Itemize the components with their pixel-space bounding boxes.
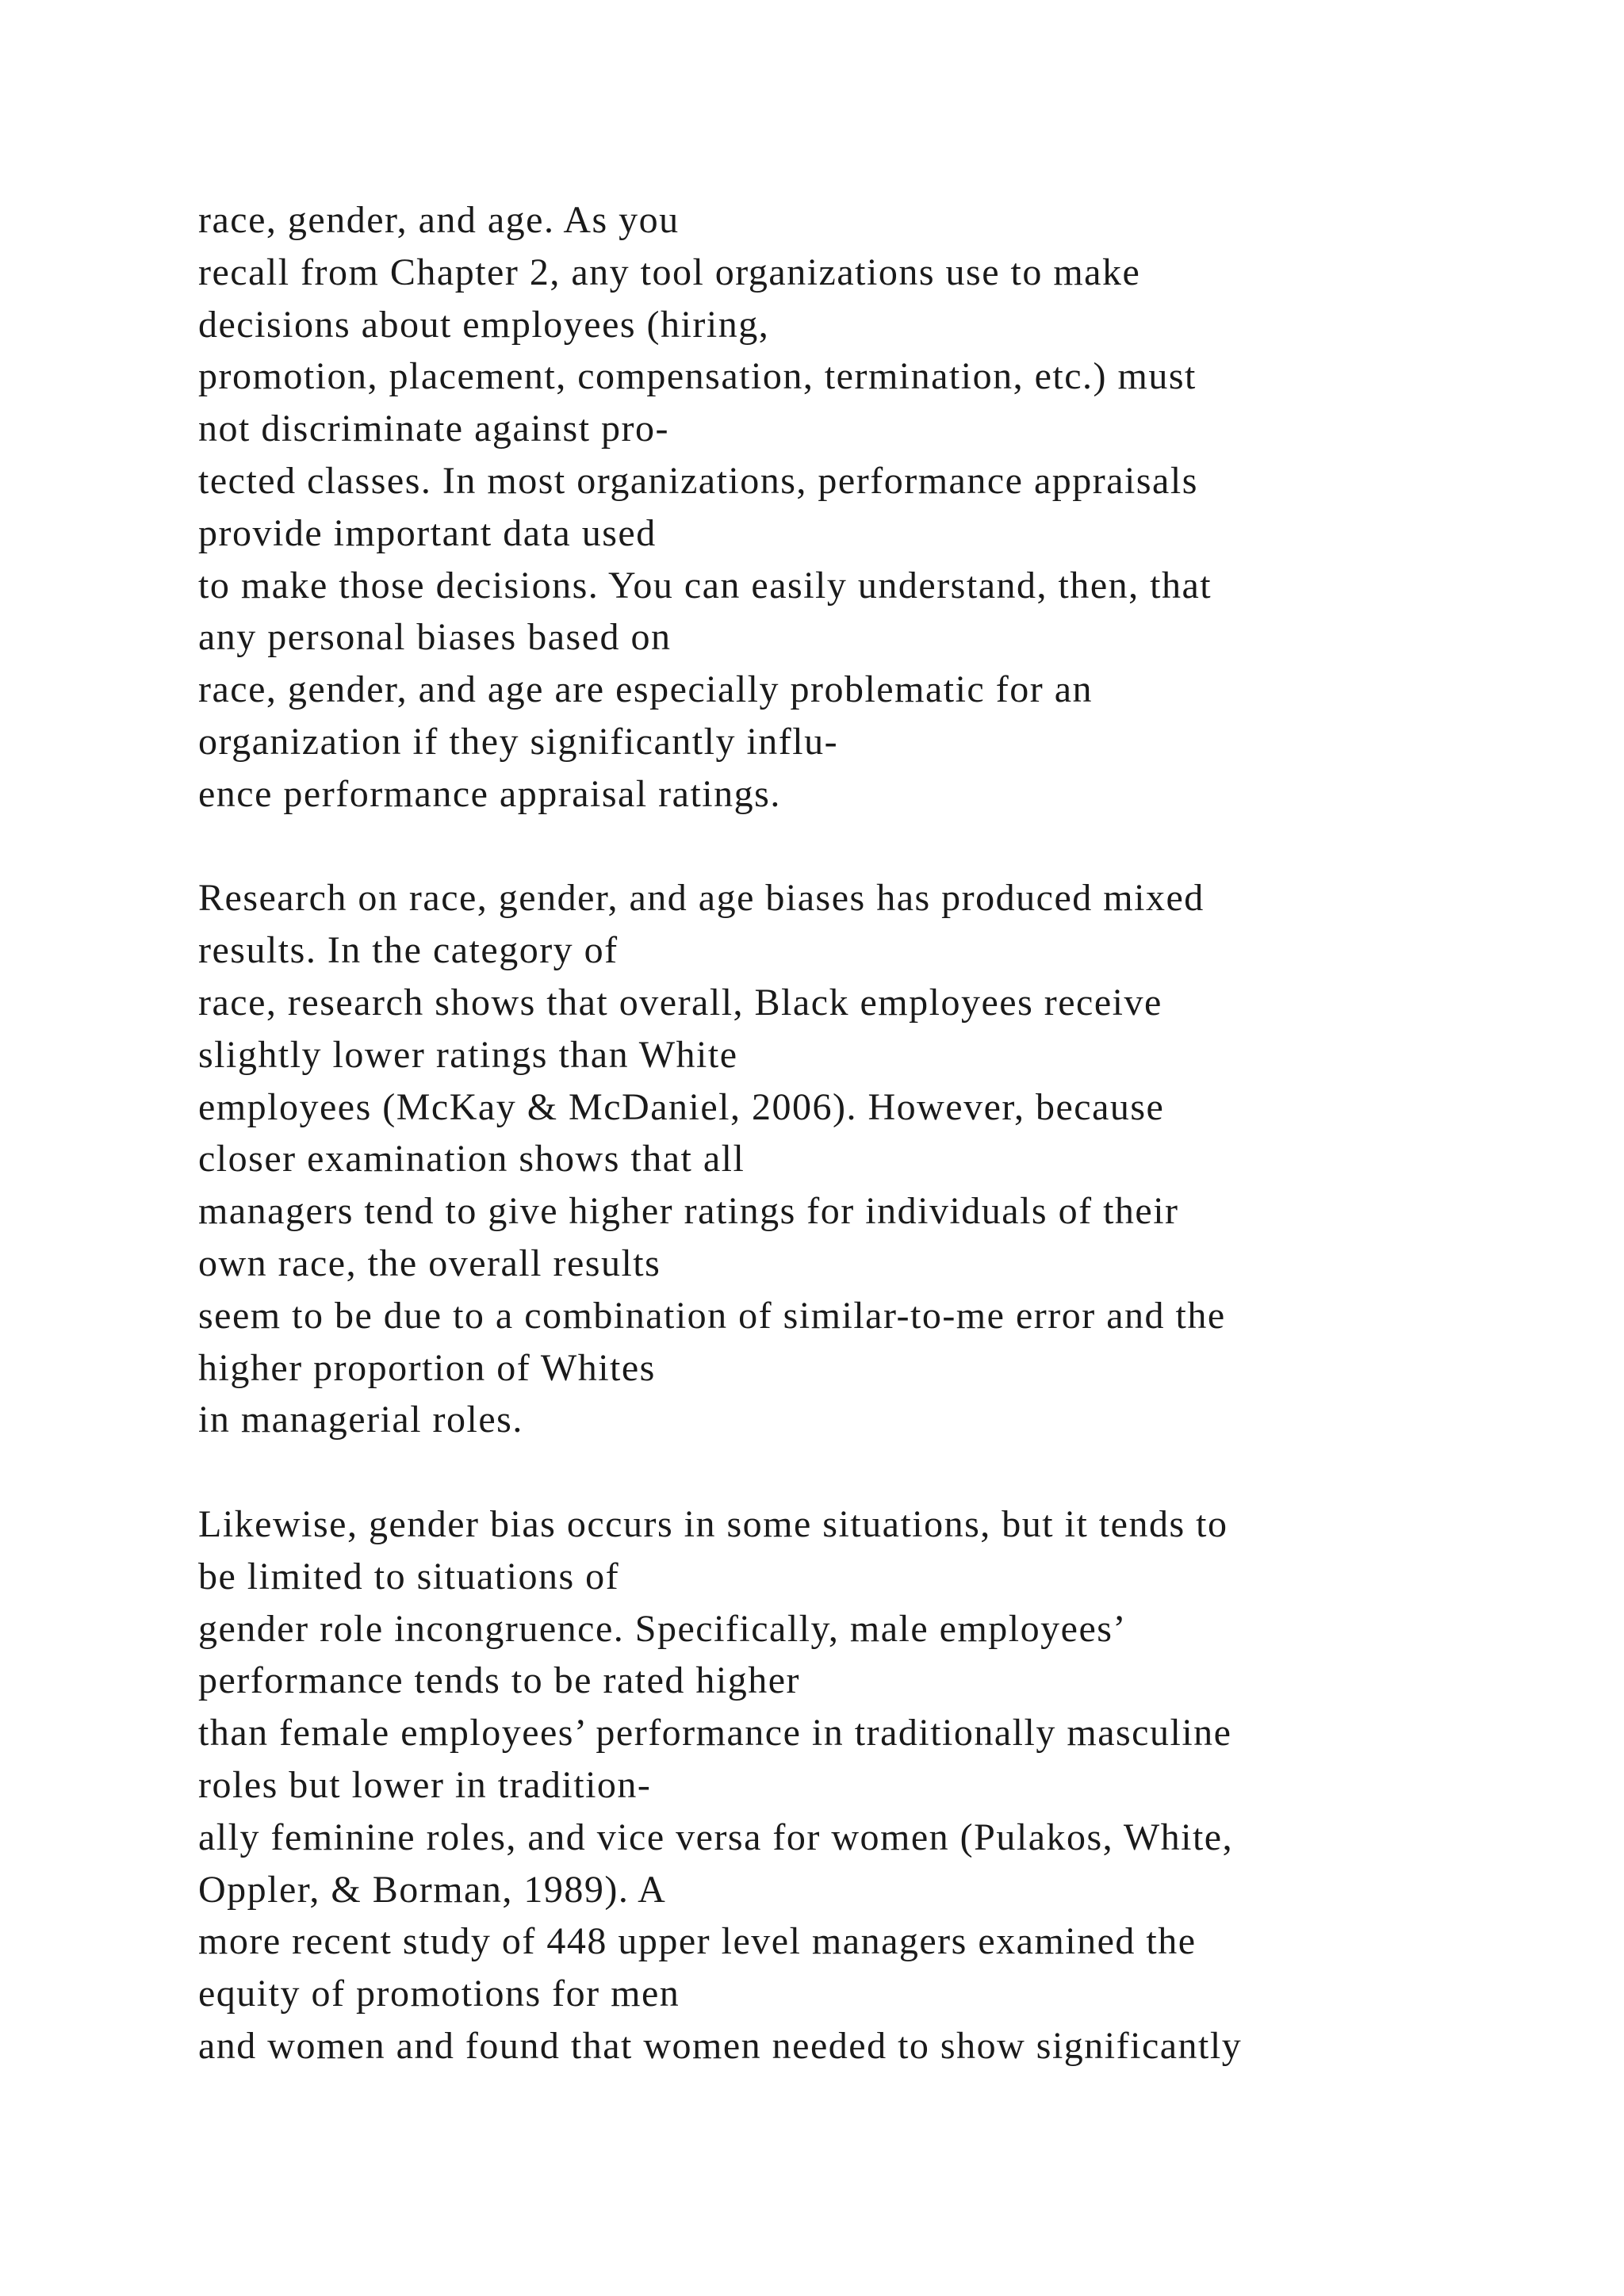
paragraph-3 [198, 1498, 1562, 2072]
text-line: Research on race, gender, and age biases has produced mixed [198, 877, 1205, 920]
text-line: employees (McKay & McDaniel, 2006). However, because [198, 1085, 1165, 1128]
paragraph-spacer [198, 1446, 1562, 1498]
text-line: be limited to situations of [198, 1555, 620, 1598]
text-line: managers tend to give higher ratings for individuals of their [198, 1190, 1179, 1233]
text-line: seem to be due to a combination of similar-to-me error and the [198, 1294, 1226, 1337]
text-line: in managerial roles. [198, 1399, 523, 1441]
text-line: results. In the category of [198, 929, 619, 972]
text-line: gender role incongruence. Specifically, male employees’ [198, 1607, 1127, 1650]
text-line: promotion, placement, compensation, termination, etc.) must [198, 355, 1197, 398]
text-line: equity of promotions for men [198, 1973, 680, 2015]
text-line: than female employees’ performance in traditionally masculine [198, 1712, 1232, 1755]
text-line: and women and found that women needed to show significantly [198, 2024, 1243, 2067]
text-line: race, gender, and age. As you [198, 199, 680, 241]
text-line: higher proportion of Whites [198, 1346, 656, 1389]
body-text [198, 194, 1562, 2072]
paragraph-spacer [198, 821, 1562, 873]
text-line: organization if they significantly influ- [198, 720, 839, 763]
text-line: decisions about employees (hiring, [198, 303, 770, 346]
text-line: recall from Chapter 2, any tool organizations use to make [198, 251, 1141, 293]
text-line: tected classes. In most organizations, performance appraisals [198, 459, 1198, 502]
text-line: own race, the overall results [198, 1242, 661, 1284]
text-line: provide important data used [198, 511, 657, 554]
paragraph-1 [198, 194, 1562, 821]
text-line: Likewise, gender bias occurs in some situations, but it tends to [198, 1502, 1228, 1545]
text-line: ally feminine roles, and vice versa for women (Pulakos, White, [198, 1816, 1234, 1858]
text-line: to make those decisions. You can easily understand, then, that [198, 564, 1212, 607]
text-line: Oppler, & Borman, 1989). A [198, 1868, 667, 1911]
text-line: any personal biases based on [198, 616, 672, 659]
text-line: ence performance appraisal ratings. [198, 772, 781, 815]
text-line: not discriminate against pro- [198, 408, 670, 450]
text-line: slightly lower ratings than White [198, 1033, 738, 1076]
text-line: race, research shows that overall, Black employees receive [198, 981, 1162, 1024]
text-line: performance tends to be rated higher [198, 1659, 801, 1702]
text-line: more recent study of 448 upper level managers examined the [198, 1920, 1197, 1963]
text-line: closer examination shows that all [198, 1138, 745, 1181]
paragraph-2 [198, 872, 1562, 1446]
text-line: race, gender, and age are especially problematic for an [198, 668, 1093, 711]
text-line: roles but lower in tradition- [198, 1763, 652, 1806]
